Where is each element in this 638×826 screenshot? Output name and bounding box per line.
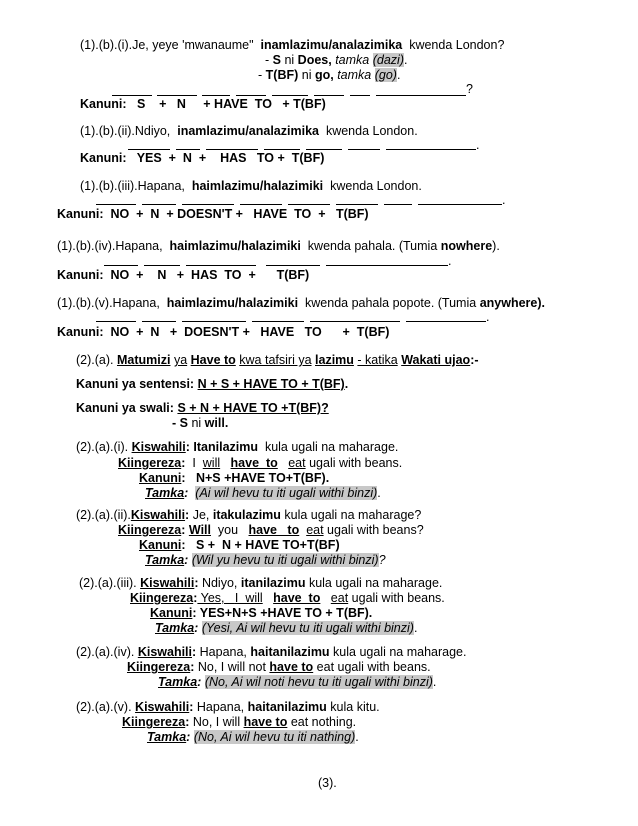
ex2-e-p2: you <box>210 523 249 537</box>
ex3-e-label: Kiingereza <box>130 591 194 605</box>
s2-blank-7 <box>386 149 476 150</box>
ex2-e-colon: : <box>181 523 186 537</box>
s4-blank-1 <box>104 265 138 266</box>
s1-q-verb: inamlazimu/analazimika <box>260 38 403 52</box>
ex3-num: (2).(a).(iii). <box>79 576 137 590</box>
s5-verb: haimlazimu/halazimiki <box>166 296 299 310</box>
s6-katika: - katika <box>357 353 398 367</box>
ex3-e-colon: : <box>193 591 198 605</box>
s6-note-mid: ni <box>187 416 205 430</box>
s1-q-post: kwenda London? <box>409 38 505 52</box>
ex1-k-bold: Itanilazimu <box>193 440 258 454</box>
ex3-e-p2 <box>263 591 273 605</box>
ex4-num: (2).(a).(iv). <box>76 645 135 659</box>
ex3-e-w3: eat <box>330 591 349 605</box>
ex1-e-w2: have to <box>230 456 278 470</box>
ex4-t-label: Tamka <box>158 675 198 689</box>
s5-post: kwenda pahala popote. (Tumia <box>305 296 477 310</box>
s1-blank-2 <box>157 95 197 96</box>
ex2-k-bold: itakulazimu <box>212 508 281 522</box>
ex3-e-p3 <box>320 591 330 605</box>
ex1-k-post: kula ugali na maharage. <box>258 440 399 454</box>
s1-n1-pre: - <box>265 53 273 67</box>
s5-blank-5 <box>310 321 400 322</box>
ex3-kn-colon: : <box>192 606 197 620</box>
s1-n2-tbf: T(BF) <box>265 68 299 82</box>
ex1-e-p3 <box>278 456 288 470</box>
ex1-num: (2).(a).(i). <box>76 440 129 454</box>
s2-blank-2 <box>176 149 200 150</box>
ex4-k-pre: Hapana, <box>196 645 251 659</box>
s1-note-does <box>265 53 407 67</box>
ex3-kanuni <box>150 606 372 620</box>
ex5-num: (2).(a).(v). <box>76 700 132 714</box>
s6-swali-label: Kanuni ya swali: <box>76 401 174 415</box>
ex1-e-colon: : <box>181 456 186 470</box>
ex1-e-w1: will <box>202 456 221 470</box>
ex2-k-colon: : <box>185 508 190 522</box>
s1-blank-8 <box>376 95 466 96</box>
ex1-kn-colon: : <box>181 471 186 485</box>
s2-rule: Kanuni: YES + N + HAS TO + T(BF) <box>80 151 325 165</box>
s1-note-go <box>258 68 400 82</box>
s1-n1-end: . <box>404 53 408 67</box>
s1-n1-does: Does, <box>297 53 332 67</box>
s5-blank-4 <box>252 321 304 322</box>
s6-num: (2).(a). <box>76 353 114 367</box>
s1-blank-1 <box>112 95 152 96</box>
ex2-kn-rule: S + N + HAVE TO+T(BF) <box>185 538 340 552</box>
s5-keyword: anywhere). <box>479 296 545 310</box>
s3-blank-4 <box>240 204 282 205</box>
s5-blank-3 <box>182 321 246 322</box>
s5-blank-6 <box>406 321 486 322</box>
s6-note-will: will. <box>204 416 229 430</box>
s6-end: :- <box>470 353 479 367</box>
s1-blank-5 <box>272 95 308 96</box>
ex1-e-p2 <box>220 456 230 470</box>
s2-prefix: (1).(b).(ii).Ndiyo, <box>80 124 171 138</box>
s1-blank-7 <box>350 95 370 96</box>
s3-rule: Kanuni: NO + N + DOESN'T + HAVE TO + T(BF) <box>57 207 369 221</box>
ex1-kn-label: Kanuni <box>139 471 182 485</box>
s2-blank-5 <box>306 149 342 150</box>
s5-dot: . <box>486 310 490 324</box>
s4-blank-3 <box>186 265 256 266</box>
s1-qmark: ? <box>466 82 473 96</box>
s3-verb: haimlazimu/halazimiki <box>191 179 324 193</box>
ex4-e-colon: : <box>190 660 195 674</box>
ex1-kiswahili <box>76 440 398 454</box>
ex5-k-post: kula kitu. <box>326 700 380 714</box>
s2-line <box>80 124 418 138</box>
ex5-k-label: Kiswahili <box>135 700 190 714</box>
ex2-e-label: Kiingereza <box>118 523 182 537</box>
s6-sentensi-end: . <box>344 377 349 391</box>
ex2-e-w3: eat <box>306 523 324 537</box>
ex1-tamka <box>145 486 381 500</box>
s6-swali-rule: S + N + HAVE TO +T(BF)? <box>177 401 329 415</box>
ex3-kiswahili <box>79 576 442 590</box>
s3-blank-6 <box>336 204 378 205</box>
ex1-t-text: (Ai wil hevu tu iti ugali withi binzi) <box>195 486 378 500</box>
s4-blank-4 <box>266 265 320 266</box>
ex2-k-label: Kiswahili <box>130 508 186 522</box>
s3-line <box>80 179 422 193</box>
page-number: (3). <box>318 776 337 790</box>
s2-verb: inamlazimu/analazimika <box>177 124 319 138</box>
ex4-e-w1: have to <box>269 660 314 674</box>
s6-sentensi-label: Kanuni ya sentensi: <box>76 377 195 391</box>
ex5-e-colon: : <box>185 715 190 729</box>
s2-blank-1 <box>128 149 170 150</box>
s6-lazimu: lazimu <box>315 353 354 367</box>
s4-keyword: nowhere <box>440 239 493 253</box>
s4-blank-5 <box>326 265 448 266</box>
s2-post: kwenda London. <box>325 124 418 138</box>
s4-blank-2 <box>144 265 180 266</box>
ex2-num: (2).(a).(ii). <box>76 508 131 522</box>
ex4-t-colon: : <box>197 675 202 689</box>
s4-rule: Kanuni: NO + N + HAS TO + T(BF) <box>57 268 310 282</box>
s4-post: kwenda pahala. (Tumia <box>307 239 438 253</box>
ex3-kn-label: Kanuni <box>150 606 193 620</box>
ex4-e-p2: eat ugali with beans. <box>313 660 431 674</box>
ex1-t-colon: : <box>184 486 189 500</box>
s1-n2-mid: ni <box>298 68 315 82</box>
ex1-kanuni <box>139 471 329 485</box>
ex2-kanuni <box>139 538 340 552</box>
ex1-e-p4: ugali with beans. <box>305 456 403 470</box>
s3-blank-3 <box>182 204 234 205</box>
s1-q-prefix: (1).(b).(i).Je, yeye 'mwanaume" <box>80 38 254 52</box>
s3-blank-8 <box>418 204 502 205</box>
s6-wakati: Wakati ujao <box>401 353 471 367</box>
s6-sentensi-rule: N + S + HAVE TO + T(BF) <box>197 377 345 391</box>
s3-prefix: (1).(b).(iii).Hapana, <box>80 179 185 193</box>
s1-blank-6 <box>314 95 344 96</box>
s3-blank-5 <box>288 204 330 205</box>
ex2-e-w2: have to <box>248 523 300 537</box>
s1-n1-s: S <box>272 53 281 67</box>
ex1-kiingereza <box>118 456 402 470</box>
ex1-e-label: Kiingereza <box>118 456 182 470</box>
ex4-k-bold: haitanilazimu <box>250 645 330 659</box>
ex5-k-pre: Hapana, <box>193 700 248 714</box>
ex2-t-label: Tamka <box>145 553 185 567</box>
s2-dot: . <box>476 138 480 152</box>
ex1-e-w3: eat <box>288 456 306 470</box>
ex5-e-label: Kiingereza <box>122 715 186 729</box>
s1-n1-mid: ni <box>280 53 298 67</box>
s1-n1-tamka: tamka <box>335 53 370 67</box>
s6-sentensi <box>76 377 348 391</box>
ex5-tamka <box>147 730 359 744</box>
s1-n2-pron: (go) <box>374 68 397 82</box>
s6-note-pre: - S <box>172 416 188 430</box>
ex3-e-w1: I will <box>234 591 263 605</box>
s1-question <box>80 38 504 52</box>
ex5-kiswahili <box>76 700 380 714</box>
s1-blank-3 <box>202 95 230 96</box>
ex2-e-p4: ugali with beans? <box>323 523 424 537</box>
s6-kwa: kwa tafsiri ya <box>239 353 312 367</box>
s3-dot: . <box>502 193 506 207</box>
s6-heading <box>76 353 479 367</box>
s1-blank-4 <box>236 95 266 96</box>
s6-haveto: Have to <box>190 353 236 367</box>
s6-swali-note <box>172 416 228 430</box>
ex4-tamka <box>158 675 436 689</box>
s5-rule: Kanuni: NO + N + DOESN'T + HAVE TO + T(BF) <box>57 325 390 339</box>
s2-blank-4 <box>264 149 300 150</box>
ex3-k-pre: Ndiyo, <box>198 576 241 590</box>
s4-line <box>57 239 500 253</box>
ex1-t-end: . <box>377 486 381 500</box>
ex2-kiswahili <box>76 508 421 522</box>
s4-end: ). <box>492 239 500 253</box>
s1-n2-go: go, <box>314 68 334 82</box>
ex4-e-p1: No, I will not <box>194 660 270 674</box>
ex4-kiswahili <box>76 645 466 659</box>
ex4-k-label: Kiswahili <box>137 645 192 659</box>
ex3-t-text: (Yesi, Ai wil hevu tu iti ugali withi binzi) <box>201 621 414 635</box>
s3-blank-7 <box>384 204 412 205</box>
s4-verb: haimlazimu/halazimiki <box>169 239 301 253</box>
ex3-t-end: . <box>413 621 418 635</box>
s5-blank-1 <box>96 321 136 322</box>
ex3-e-w2: have to <box>273 591 321 605</box>
s5-blank-2 <box>142 321 176 322</box>
ex5-k-colon: : <box>189 700 194 714</box>
s4-dot: . <box>448 254 452 268</box>
ex2-t-text: (Wil yu hevu tu iti ugali withi binzi) <box>191 553 379 567</box>
s2-blank-3 <box>206 149 258 150</box>
s1-n2-tamka: tamka <box>337 68 372 82</box>
ex5-e-w1: have to <box>243 715 288 729</box>
s3-blank-1 <box>96 204 136 205</box>
ex3-e-p4: ugali with beans. <box>348 591 445 605</box>
ex4-kiingereza <box>127 660 431 674</box>
ex2-e-w1: Will <box>188 523 211 537</box>
ex2-kn-label: Kanuni <box>139 538 182 552</box>
ex5-e-p2: eat nothing. <box>287 715 357 729</box>
s1-n2-pre: - <box>258 68 266 82</box>
ex4-k-colon: : <box>192 645 197 659</box>
ex3-k-colon: : <box>194 576 199 590</box>
ex3-t-label: Tamka <box>155 621 195 635</box>
ex1-t-label: Tamka <box>145 486 185 500</box>
s1-n1-pron: (dazi) <box>372 53 404 67</box>
ex2-k-post: kula ugali na maharage? <box>280 508 422 522</box>
s3-post: kwenda London. <box>330 179 422 193</box>
ex5-t-label: Tamka <box>147 730 187 744</box>
s5-prefix: (1).(b).(v).Hapana, <box>57 296 160 310</box>
s5-line <box>57 296 545 310</box>
ex2-t-colon: : <box>184 553 189 567</box>
ex4-k-post: kula ugali na maharage. <box>329 645 467 659</box>
ex2-kn-colon: : <box>181 538 186 552</box>
ex5-e-p1: No, I will <box>189 715 244 729</box>
ex4-t-end: . <box>432 675 437 689</box>
ex3-kn-rule: YES+N+S +HAVE TO + T(BF). <box>196 606 373 620</box>
s6-swali <box>76 401 329 415</box>
ex2-kiingereza <box>118 523 424 537</box>
s6-ya: ya <box>173 353 188 367</box>
s3-blank-2 <box>142 204 176 205</box>
ex3-k-bold: itanilazimu <box>240 576 306 590</box>
ex1-e-p1: I <box>185 456 203 470</box>
ex3-tamka <box>155 621 417 635</box>
s4-prefix: (1).(b).(iv).Hapana, <box>57 239 163 253</box>
ex5-t-end: . <box>355 730 359 744</box>
ex5-t-colon: : <box>186 730 191 744</box>
ex1-k-label: Kiswahili <box>131 440 186 454</box>
ex3-kiingereza <box>130 591 445 605</box>
ex5-kiingereza <box>122 715 356 729</box>
ex4-e-label: Kiingereza <box>127 660 191 674</box>
ex3-t-colon: : <box>194 621 199 635</box>
ex2-tamka <box>145 553 386 567</box>
s2-blank-6 <box>348 149 380 150</box>
s1-n2-end: . <box>396 68 401 82</box>
s1-rule: Kanuni: S + N + HAVE TO + T(BF) <box>80 97 326 111</box>
ex3-k-label: Kiswahili <box>140 576 195 590</box>
ex5-k-bold: haitanilazimu <box>247 700 327 714</box>
ex3-e-p1: Yes, <box>197 591 235 605</box>
ex2-t-end: ? <box>378 553 386 567</box>
s6-matumizi: Matumizi <box>116 353 171 367</box>
ex5-t-text: (No, Ai wil hevu tu iti nathing) <box>193 730 356 744</box>
ex1-k-colon: : <box>185 440 190 454</box>
ex4-t-text: (No, Ai wil noti hevu tu iti ugali withi binzi) <box>204 675 433 689</box>
ex3-k-post: kula ugali na maharage. <box>305 576 443 590</box>
ex2-k-pre: Je, <box>189 508 213 522</box>
ex1-kn-rule: N+S +HAVE TO+T(BF). <box>185 471 330 485</box>
